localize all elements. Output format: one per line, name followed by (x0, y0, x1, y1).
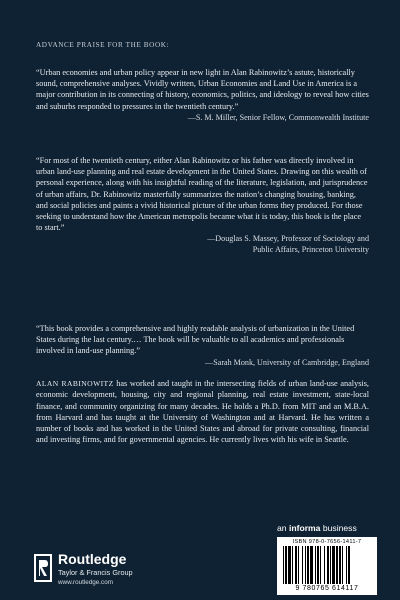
isbn-barcode (277, 537, 377, 595)
barcode-icon (283, 546, 371, 586)
barcode-digits: 9 780765 614117 (295, 585, 359, 592)
author-bio-text: has worked and taught in the intersecting fields of urban land-use analysis, economic development, housing, city and regional planning, real estate investment, state-local finance, and community organizing for many decades. He holds a Ph.D. from MIT and an M.B.A. from Harvard and has taught at the University of Washington and at Harvard. He has written a number of books and has worked in the United States and abroad for private consulting, financial and investing firms, and for governmental agencies. He currently lives with his wife in Seattle. (36, 379, 369, 445)
author-name: ALAN RABINOWITZ (36, 379, 114, 388)
quote-attribution: —S. M. Miller, Senior Fellow, Commonwealth Institute (187, 112, 369, 122)
publisher-group: Taylor & Francis Group (58, 568, 133, 577)
quote-miller (36, 67, 369, 123)
quote-attribution-line2: Public Affairs, Princeton University (252, 245, 369, 255)
isbn-label: ISBN 978-0-7656-1411-7 (292, 539, 362, 545)
publisher-name: Routledge (58, 551, 127, 567)
informa-brand: informa (288, 523, 321, 533)
quote-attribution: —Douglas S. Massey, Professor of Sociology and (207, 234, 369, 244)
informa-business-tag: an informa business (277, 523, 357, 533)
quote-text: “For most of the twentieth century, either Alan Rabinowitz or his father was directly involved in urban land-use planning and real estate development in the United States. Drawing on this wealth of personal experience, along with his insightful reading of the literature, legislation, and jurisprudence of urban affairs, Dr. Rabinowitz masterfully summarizes the nation’s changing housing, banking, and social policies and paints a vivid historical picture of the urban forms they produced. For those seeking to understand how the American metropolis became what it is today, this book is the place to start.” (36, 156, 368, 233)
quote-massey (36, 155, 369, 255)
quote-text: “This book provides a comprehensive and highly readable analysis of urbanization in the United States during the last century.… The book will be valuable to all academics and professionals involved in land-use planning.” (36, 324, 355, 356)
quote-attribution: —Sarah Monk, University of Cambridge, England (205, 357, 369, 367)
author-bio (36, 378, 369, 446)
advance-praise-label: ADVANCE PRAISE FOR THE BOOK: (36, 41, 170, 49)
routledge-logo-icon (34, 554, 52, 582)
quote-text: “Urban economies and urban policy appear in new light in Alan Rabinowitz’s astute, historically sound, comprehensive analyses. Vividly written, Urban Economies and Land Use in America is a major contribution in its connecting of history, economics, politics, and ideology to reveal how cities and suburbs responded to pressures in the twentieth century.” (36, 68, 369, 111)
quote-monk (36, 323, 369, 368)
publisher-url: www.routledge.com (58, 579, 113, 586)
